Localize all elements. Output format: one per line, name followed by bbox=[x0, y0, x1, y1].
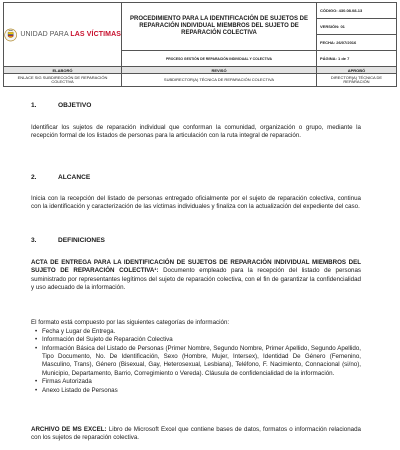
list-item: • Fecha y Lugar de Entrega. bbox=[31, 328, 361, 336]
category-list bbox=[31, 328, 361, 395]
definition-text: Documento empleado para la recepción del listado de personas suministrado por representantes legítimos del sujeto de reparación colectiva, con el fin de garantizar la confidencialidad y uso adecuado de la información. bbox=[31, 267, 361, 292]
logo-text: UNIDAD PARA LAS VÍCTIMAS bbox=[20, 31, 121, 38]
alcance-text: Inicia con la recepción del listado de personas entregado oficialmente por el sujeto de reparación colectiva, continua con la identificación y caracterización de las víctimas individuales y finaliza con la actualización del expediente del caso. bbox=[31, 195, 361, 211]
document-version: VERSIÓN: 01 bbox=[317, 19, 397, 35]
definition-term: ARCHIVO DE MS EXCEL: bbox=[31, 426, 107, 433]
definition-acta-entrega bbox=[31, 259, 361, 292]
process-name: PROCESO GESTIÓN DE REPARACIÓN INDIVIDUAL Y COLECTIVA bbox=[122, 51, 317, 67]
document-header-table bbox=[3, 2, 397, 87]
document-page: PÁGINA: 1 de 7 bbox=[317, 51, 397, 67]
reviso-value: SUBDIRECTOR(A) TÉCNICA DE REPARACIÓN COLECTIVA bbox=[122, 74, 317, 87]
colombia-coat-of-arms-icon bbox=[4, 25, 17, 45]
definition-archivo-excel bbox=[31, 426, 361, 443]
definition-term: ACTA DE ENTREGA PARA LA IDENTIFICACIÓN DE SUJETOS DE REPARACIÓN INDIVIDUAL MIEMBROS DEL SUJETO DE REPARACIÓN COLECTIVA¹: bbox=[31, 259, 361, 275]
document-code: CÓDIGO: 430.08.08-13 bbox=[317, 3, 397, 19]
section-definiciones-heading: 3. DEFINICIONES bbox=[31, 237, 105, 244]
list-item: • Anexo Listado de Personas bbox=[31, 387, 361, 395]
section-objetivo-heading: 1. OBJETIVO bbox=[31, 102, 92, 109]
elaboro-value: ENLACE SIG SUBDIRECCIÓN DE REPARACIÓN COLECTIVA bbox=[4, 74, 122, 87]
list-item: • Firmas Autorizada bbox=[31, 378, 361, 386]
definition-text: Libro de Microsoft Excel que contiene bases de datos, formatos o información relacionada con los sujetos de reparación colectiva. bbox=[31, 426, 362, 442]
list-item: • Información Básica del Listado de Personas (Primer Nombre, Segundo Nombre, Primer Apellido, Segundo Apellido, Tipo Documento, No. De Identificación, Sexo (Hombre, Mujer, Intersex), Identidad De Género (Femenino, Masculino, Trans), Género (Bisexual, Gay, Heterosexual, Lesbiana), Teléfono, F. Nacimiento, Connacional (si/no), Municipio, Departamento, Barrio, Corregimiento o Vereda). Cláusula de confidencialidad de la información. bbox=[31, 345, 361, 378]
list-item: • Información del Sujeto de Reparación Colectiva bbox=[31, 336, 361, 344]
aprobo-header: APROBÓ bbox=[317, 67, 397, 74]
reviso-header: REVISÓ bbox=[122, 67, 317, 74]
document-title: PROCEDIMIENTO PARA LA IDENTIFICACIÓN DE SUJETOS DE REPARACIÓN INDIVIDUAL MIEMBROS DEL SUJETO DE REPARACIÓN COLECTIVA bbox=[122, 3, 317, 51]
logo-cell bbox=[4, 3, 122, 67]
objetivo-text: Identificar los sujetos de reparación individual que conforman la comunidad, organización o grupo, mediante la recepción formal de los listados de personas para la articulación con la ruta integral de reparación. bbox=[31, 124, 361, 140]
section-alcance-heading: 2. ALCANCE bbox=[31, 174, 91, 181]
format-intro: El formato está compuesto por las siguientes categorías de información: bbox=[31, 319, 230, 326]
document-date: FECHA: 26/07/2016 bbox=[317, 35, 397, 51]
aprobo-value: DIRECTOR(A) TÉCNICA DE REPARACIÓN bbox=[317, 74, 397, 87]
unidad-victimas-logo bbox=[4, 25, 121, 45]
elaboro-header: ELABORÓ bbox=[4, 67, 122, 74]
